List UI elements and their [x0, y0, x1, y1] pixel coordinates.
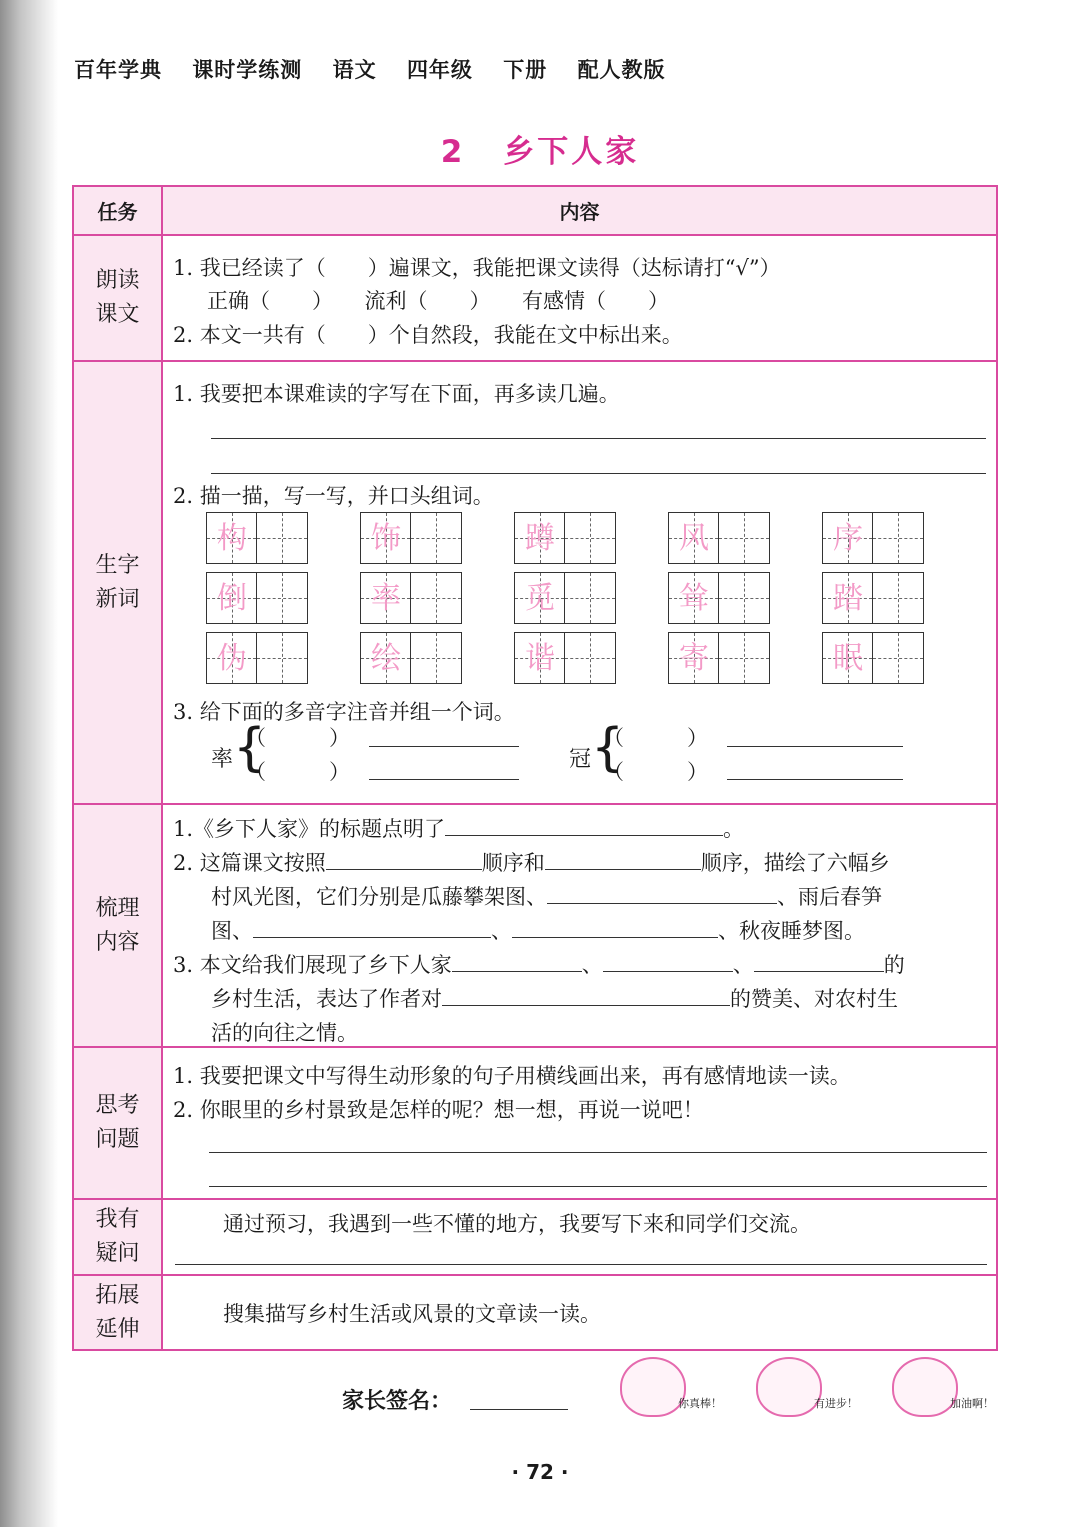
pinyin-paren[interactable]: （ ）	[245, 760, 350, 784]
sort-line-6: 乡村生活，表达了作者对 的赞美、对农村生	[211, 983, 898, 1013]
section-think	[73, 1047, 997, 1199]
polyphone-char: 冠	[569, 747, 592, 772]
tracing-grid[interactable]	[668, 572, 770, 624]
section-label: 梳理 内容	[73, 804, 162, 1047]
tracing-grid[interactable]	[360, 632, 462, 684]
section-label: 朗读 课文	[73, 235, 162, 361]
col-content-header: 内容	[162, 186, 997, 235]
answer-blank[interactable]	[512, 915, 718, 938]
answer-blank[interactable]	[442, 983, 730, 1006]
write-line[interactable]	[211, 438, 986, 439]
trace-character: 耸	[679, 581, 709, 616]
words-content	[162, 361, 997, 804]
tracing-grid[interactable]	[206, 572, 308, 624]
cat-face-icon	[756, 1357, 822, 1417]
think-line-1: 1. 我要把课文中写得生动形象的句子用横线画出来，再有感情地读一读。	[173, 1064, 851, 1088]
tracing-grid[interactable]	[822, 512, 924, 564]
words-q1: 1. 我要把本课难读的字写在下面，再多读几遍。	[173, 382, 620, 406]
word-line[interactable]	[727, 746, 903, 747]
section-words	[73, 361, 997, 804]
tracing-grid[interactable]	[206, 632, 308, 684]
tracing-grid[interactable]	[668, 512, 770, 564]
write-line[interactable]	[209, 1152, 987, 1153]
trace-character: 觅	[525, 581, 555, 616]
tracing-grid[interactable]	[514, 632, 616, 684]
section-label: 我有 疑问	[73, 1199, 162, 1275]
sort-line-1: 1.《乡下人家》的标题点明了 。	[173, 813, 744, 843]
answer-blank[interactable]	[603, 949, 733, 972]
header-grade: 四年级	[406, 58, 473, 82]
sort-line-4: 图、 、 、秋夜睡梦图。	[211, 915, 865, 945]
trace-character: 寄	[679, 641, 709, 676]
answer-blank[interactable]	[445, 813, 723, 836]
trace-character: 饰	[371, 521, 401, 556]
trace-character: 踏	[833, 581, 863, 616]
book-header	[74, 54, 688, 84]
tracing-grid[interactable]	[206, 512, 308, 564]
trace-character: 眠	[833, 641, 863, 676]
tracing-grid[interactable]	[514, 572, 616, 624]
trace-character: 率	[371, 581, 401, 616]
col-task-header: 任务	[73, 186, 162, 235]
answer-blank[interactable]	[326, 847, 482, 870]
section-label: 拓展 延伸	[73, 1275, 162, 1350]
extend-content	[162, 1275, 997, 1350]
think-content	[162, 1047, 997, 1199]
header-series: 百年学典	[74, 58, 162, 82]
tracing-grid[interactable]	[514, 512, 616, 564]
header-edition: 配人教版	[577, 58, 666, 82]
table-header-row	[73, 186, 997, 235]
trace-character: 伪	[217, 641, 247, 676]
section-question	[73, 1199, 997, 1275]
tracing-grid[interactable]	[360, 512, 462, 564]
tracing-grid[interactable]	[668, 632, 770, 684]
page-number: · 72 ·	[511, 1460, 569, 1484]
lesson-name: 乡下人家	[503, 134, 640, 170]
trace-character: 构	[217, 521, 247, 556]
trace-character: 谐	[525, 641, 555, 676]
pinyin-paren[interactable]: （ ）	[245, 726, 350, 750]
extend-text: 搜集描写乡村生活或风景的文章读一读。	[223, 1302, 601, 1326]
sort-line-2: 2. 这篇课文按照 顺序和 顺序，描绘了六幅乡	[173, 847, 890, 877]
trace-character: 蹲	[525, 521, 555, 556]
reading-line-1[interactable]: 1. 我已经读了（ ）遍课文，我能把课文读得（达标请打“√”）	[173, 256, 781, 280]
lesson-number: 2	[440, 134, 466, 170]
sort-content	[162, 804, 997, 1047]
question-content	[162, 1199, 997, 1275]
answer-blank[interactable]	[545, 847, 701, 870]
answer-blank[interactable]	[452, 949, 582, 972]
book-spine-shadow	[0, 0, 58, 1527]
answer-blank[interactable]	[754, 949, 884, 972]
word-line[interactable]	[369, 746, 519, 747]
words-q2: 2. 描一描，写一写，并口头组词。	[173, 484, 494, 508]
header-book: 课时学练测	[192, 58, 303, 82]
section-extend	[73, 1275, 997, 1350]
task-table	[72, 185, 998, 1351]
sort-line-3: 村风光图，它们分别是瓜藤攀架图、 、雨后春笋	[211, 881, 882, 911]
reading-line-3[interactable]: 2. 本文一共有（ ）个自然段，我能在文中标出来。	[173, 323, 683, 347]
header-volume: 下册	[503, 58, 548, 82]
cat-face-icon	[892, 1357, 958, 1417]
trace-character: 风	[679, 521, 709, 556]
header-subject: 语文	[332, 58, 377, 82]
answer-blank[interactable]	[547, 881, 777, 904]
cat-face-icon	[620, 1357, 686, 1417]
answer-blank[interactable]	[253, 915, 491, 938]
words-q3: 3. 给下面的多音字注音并组一个词。	[173, 700, 515, 724]
parent-signature-line[interactable]	[470, 1409, 568, 1410]
trace-character: 绘	[371, 641, 401, 676]
write-line[interactable]	[175, 1264, 987, 1265]
section-label: 生字 新词	[73, 361, 162, 804]
section-label: 思考 问题	[73, 1047, 162, 1199]
pinyin-paren[interactable]: （ ）	[603, 726, 708, 750]
write-line[interactable]	[211, 473, 986, 474]
write-line[interactable]	[209, 1186, 987, 1187]
trace-character: 序	[833, 521, 863, 556]
reading-line-2[interactable]: 正确（ ） 流利（ ） 有感情（ ）	[207, 289, 669, 313]
word-line[interactable]	[727, 779, 903, 780]
sort-line-7: 活的向往之情。	[211, 1021, 358, 1045]
tracing-grid[interactable]	[822, 572, 924, 624]
reading-content	[162, 235, 997, 361]
question-text: 通过预习，我遇到一些不懂的地方，我要写下来和同学们交流。	[223, 1212, 811, 1236]
polyphone-char: 率	[211, 747, 234, 772]
parent-signature-label: 家长签名：	[342, 1389, 453, 1414]
brace-icon: {	[233, 718, 267, 778]
lesson-title	[0, 126, 1080, 171]
word-line[interactable]	[369, 779, 519, 780]
tracing-grid[interactable]	[822, 632, 924, 684]
section-reading	[73, 235, 997, 361]
tracing-grid[interactable]	[360, 572, 462, 624]
section-sort	[73, 804, 997, 1047]
pinyin-paren[interactable]: （ ）	[603, 760, 708, 784]
think-line-2: 2. 你眼里的乡村景致是怎样的呢？想一想，再说一说吧！	[173, 1098, 704, 1122]
brace-icon: {	[591, 718, 625, 778]
trace-character: 倒	[217, 581, 247, 616]
sort-line-5: 3. 本文给我们展现了乡下人家 、 、 的	[173, 949, 905, 979]
